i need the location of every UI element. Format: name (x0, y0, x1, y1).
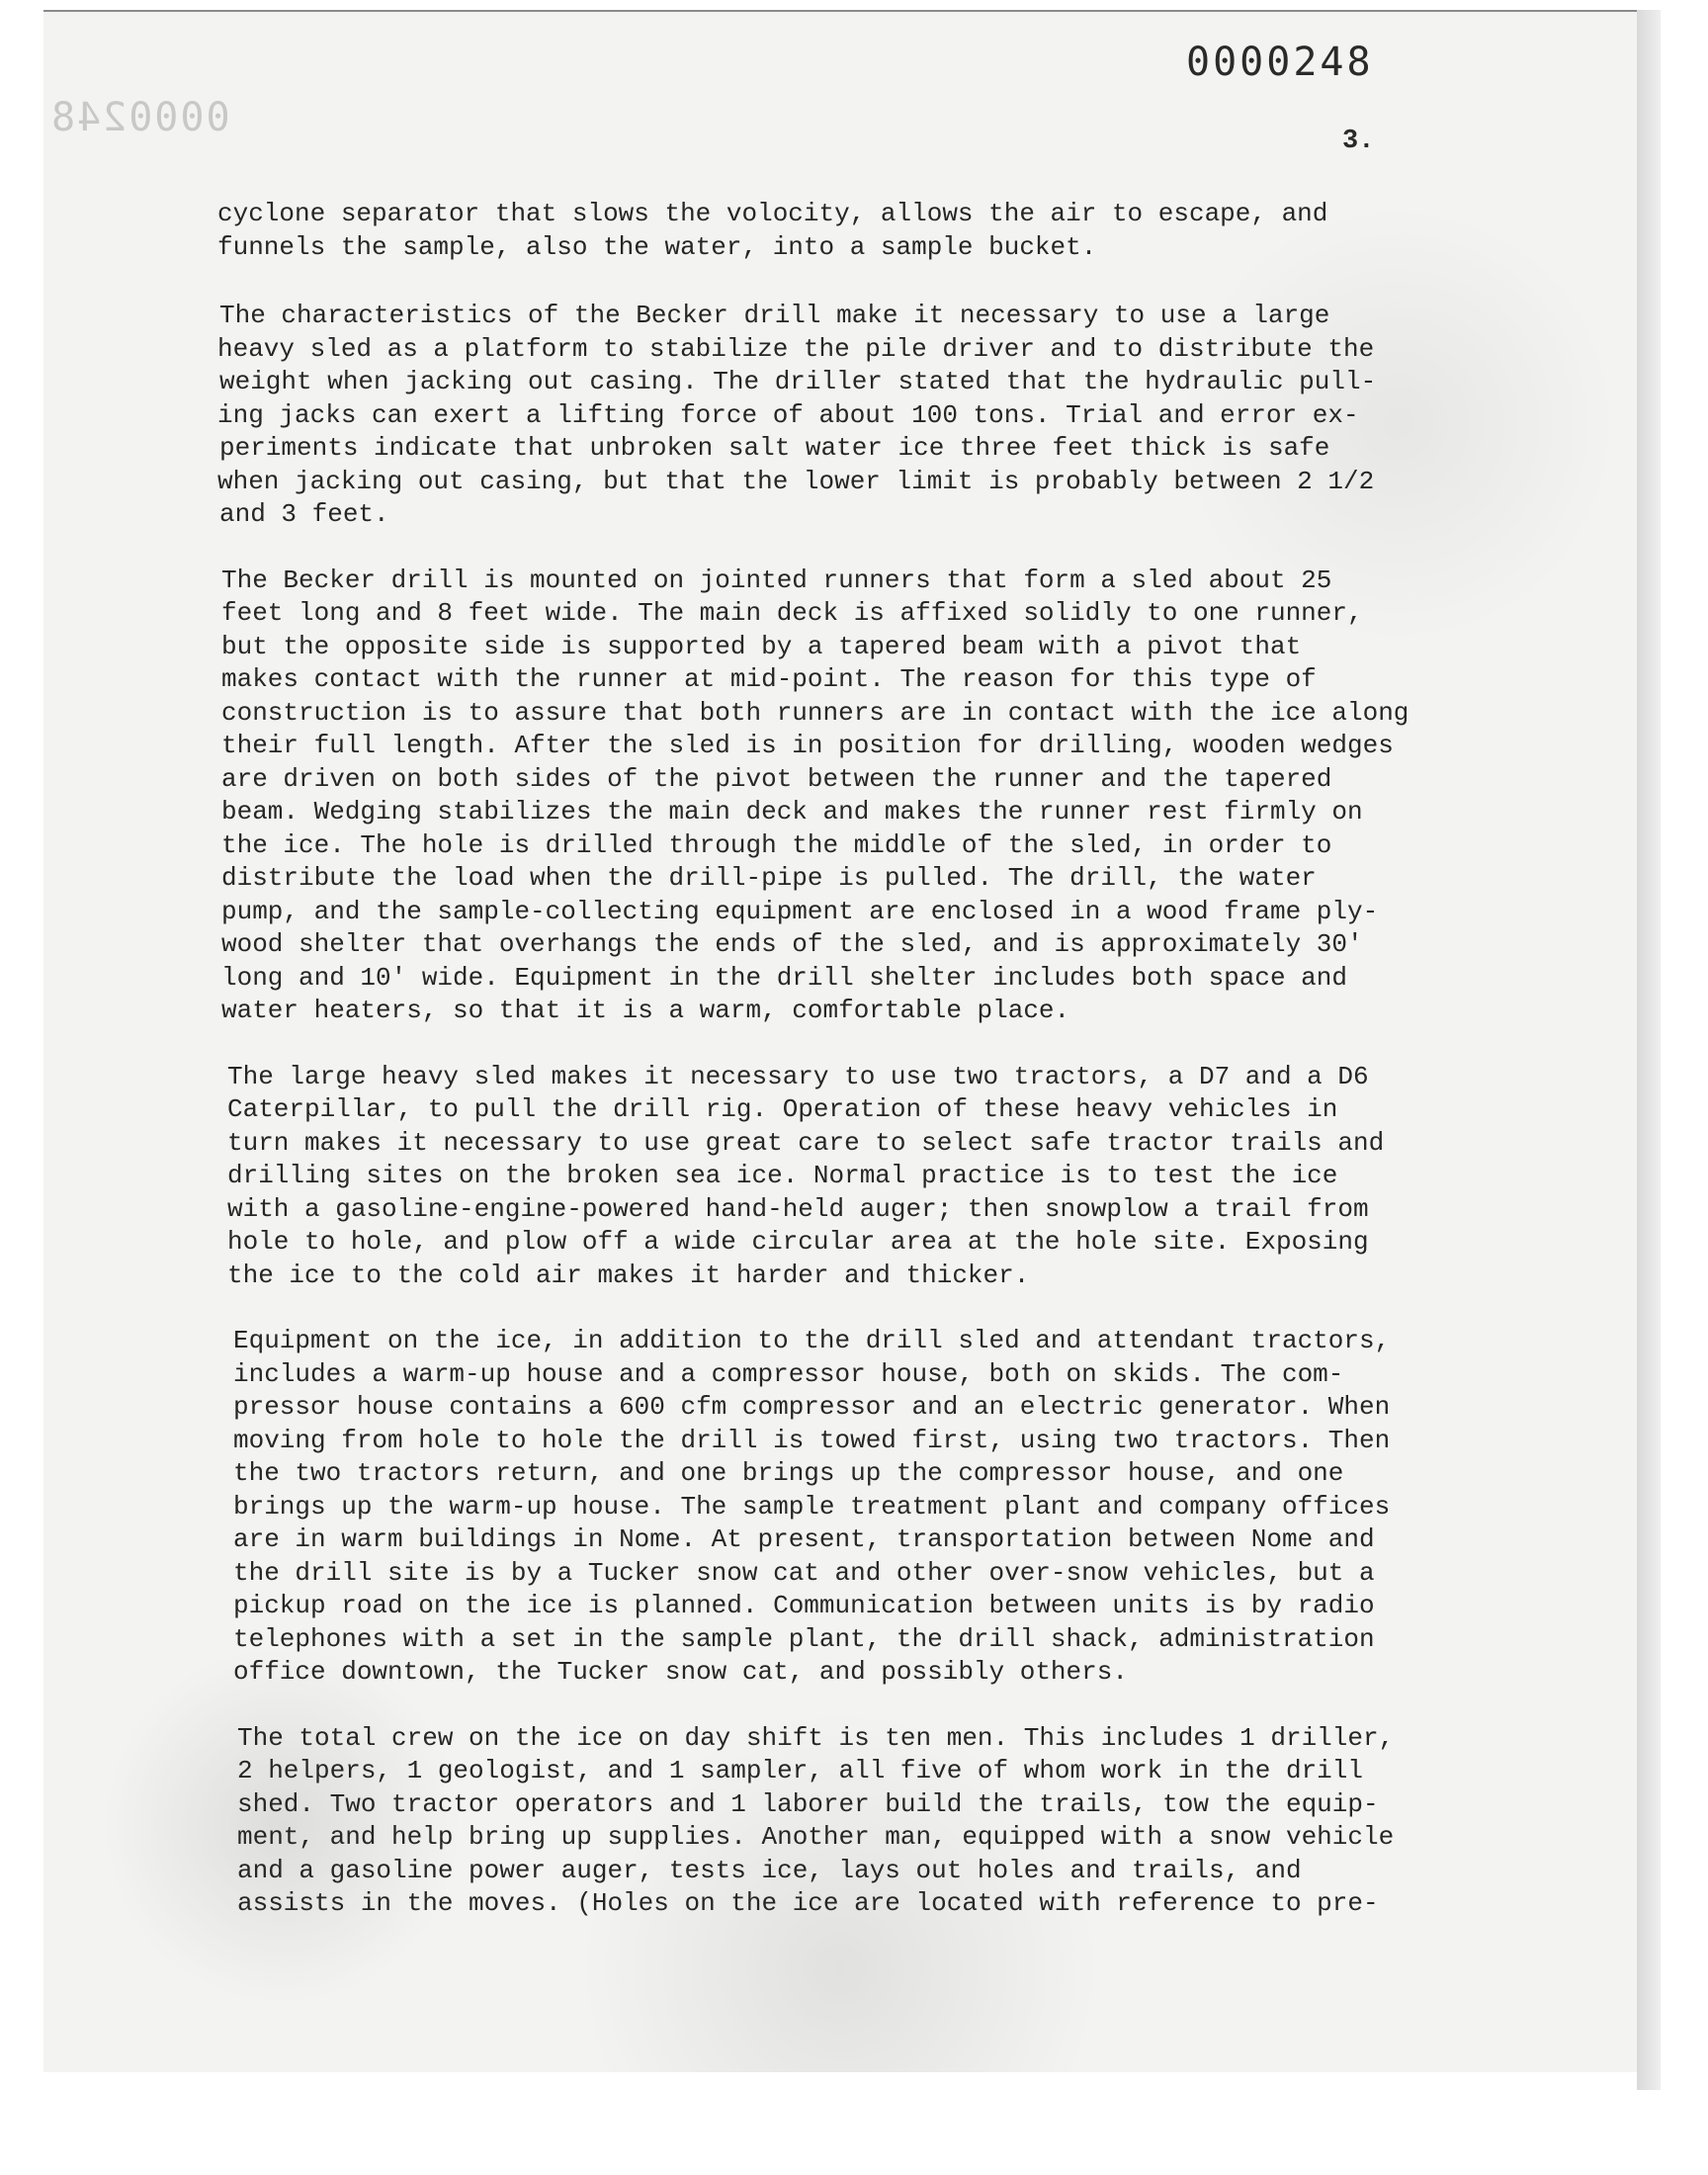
text-line: wood shelter that overhangs the ends of the sled, and is approximately 30' (221, 929, 1363, 959)
document-control-number: 0000248 (1186, 40, 1374, 85)
text-line: drilling sites on the broken sea ice. Normal practice is to test the ice (227, 1161, 1338, 1190)
text-line: with a gasoline-engine-powered hand-held auger; then snowplow a trail from (227, 1193, 1369, 1224)
page-edge-shadow (1637, 10, 1661, 2090)
text-line: but the opposite side is supported by a tapered beam with a pivot that (221, 631, 1302, 661)
text-line: beam. Wedging stabilizes the main deck and makes the runner rest firmly on (221, 797, 1363, 826)
text-line: includes a warm-up house and a compressor house, both on skids. The com- (233, 1358, 1344, 1389)
text-line: The Becker drill is mounted on jointed runners that form a sled about 25 (221, 565, 1332, 595)
text-line: feet long and 8 feet wide. The main deck is affixed solidly to one runner, (221, 598, 1363, 628)
text-line: the ice. The hole is drilled through the middle of the sled, in order to (221, 829, 1332, 860)
text-line: the two tractors return, and one brings up the compressor house, and one (233, 1458, 1344, 1488)
text-line: makes contact with the runner at mid-point. The reason for this type of (221, 664, 1317, 694)
text-line: assists in the moves. (Holes on the ice are located with reference to pre- (237, 1888, 1379, 1918)
text-line: moving from hole to hole the drill is towed first, using two tractors. Then (233, 1425, 1391, 1455)
paragraph-1 (217, 198, 1532, 264)
text-line: the ice to the cold air makes it harder and thicker. (227, 1260, 1030, 1290)
text-line: distribute the load when the drill-pipe is pulled. The drill, the water (221, 863, 1317, 893)
text-line: long and 10' wide. Equipment in the drill shelter includes both space and (221, 962, 1347, 993)
text-line: are in warm buildings in Nome. At present, transportation between Nome and (233, 1524, 1375, 1554)
text-line: water heaters, so that it is a warm, comfortable place. (221, 996, 1070, 1025)
text-line: 2 helpers, 1 geologist, and 1 sampler, all five of whom work in the drill (237, 1756, 1363, 1785)
text-line: their full length. After the sled is in position for drilling, wooden wedges (221, 731, 1394, 760)
text-line: shed. Two tractor operators and 1 laborer build the trails, tow the equip- (237, 1788, 1379, 1819)
paragraph-3 (221, 565, 1532, 1028)
text-line: when jacking out casing, but that the lower limit is probably between 2 1/2 (217, 466, 1375, 496)
text-line: funnels the sample, also the water, into a sample bucket. (217, 231, 1097, 262)
text-line: pickup road on the ice is planned. Communication between units is by radio (233, 1591, 1375, 1620)
text-line: Equipment on the ice, in addition to the drill sled and attendant tractors, (233, 1326, 1391, 1355)
text-line: and 3 feet. (219, 499, 389, 529)
text-line: periments indicate that unbroken salt water ice three feet thick is safe (219, 433, 1330, 463)
text-line: The characteristics of the Becker drill make it necessary to use a large (219, 301, 1330, 330)
text-line: construction is to assure that both runners are in contact with the ice along (221, 697, 1409, 728)
text-line: are driven on both sides of the pivot between the runner and the tapered (221, 763, 1332, 794)
text-line: and a gasoline power auger, tests ice, lays out holes and trails, and (237, 1855, 1302, 1885)
text-line: pressor house contains a 600 cfm compressor and an electric generator. When (233, 1392, 1391, 1422)
bleed-through-number: 0000248 (49, 95, 230, 140)
text-line: hole to hole, and plow off a wide circular area at the hole site. Exposing (227, 1227, 1369, 1257)
text-line: ing jacks can exert a lifting force of about 100 tons. Trial and error ex- (217, 399, 1359, 430)
text-line: ment, and help bring up supplies. Another man, equipped with a snow vehicle (237, 1822, 1395, 1852)
document-body (217, 198, 1532, 1954)
text-line: brings up the warm-up house. The sample treatment plant and company offices (233, 1491, 1391, 1522)
text-line: telephones with a set in the sample plant, the drill shack, administration (233, 1623, 1375, 1654)
text-line: pump, and the sample-collecting equipment are enclosed in a wood frame ply- (221, 896, 1379, 926)
page-number: 3. (1342, 127, 1375, 156)
text-line: The total crew on the ice on day shift is ten men. This includes 1 driller, (237, 1722, 1395, 1753)
text-line: the drill site is by a Tucker snow cat and other over-snow vehicles, but a (233, 1557, 1375, 1588)
paragraph-5 (233, 1325, 1532, 1690)
paragraph-6 (237, 1722, 1532, 1921)
paragraph-2 (217, 300, 1532, 532)
text-line: Caterpillar, to pull the drill rig. Operation of these heavy vehicles in (227, 1094, 1338, 1124)
text-line: turn makes it necessary to use great care to select safe tractor trails and (227, 1127, 1385, 1158)
text-line: The large heavy sled makes it necessary to use two tractors, a D7 and a D6 (227, 1061, 1369, 1091)
text-line: heavy sled as a platform to stabilize the pile driver and to distribute the (217, 333, 1375, 364)
paragraph-4 (227, 1061, 1532, 1293)
text-line: cyclone separator that slows the volocity, allows the air to escape, and (217, 199, 1328, 228)
text-line: office downtown, the Tucker snow cat, and possibly others. (233, 1657, 1128, 1687)
text-line: weight when jacking out casing. The driller stated that the hydraulic pull- (219, 367, 1377, 396)
